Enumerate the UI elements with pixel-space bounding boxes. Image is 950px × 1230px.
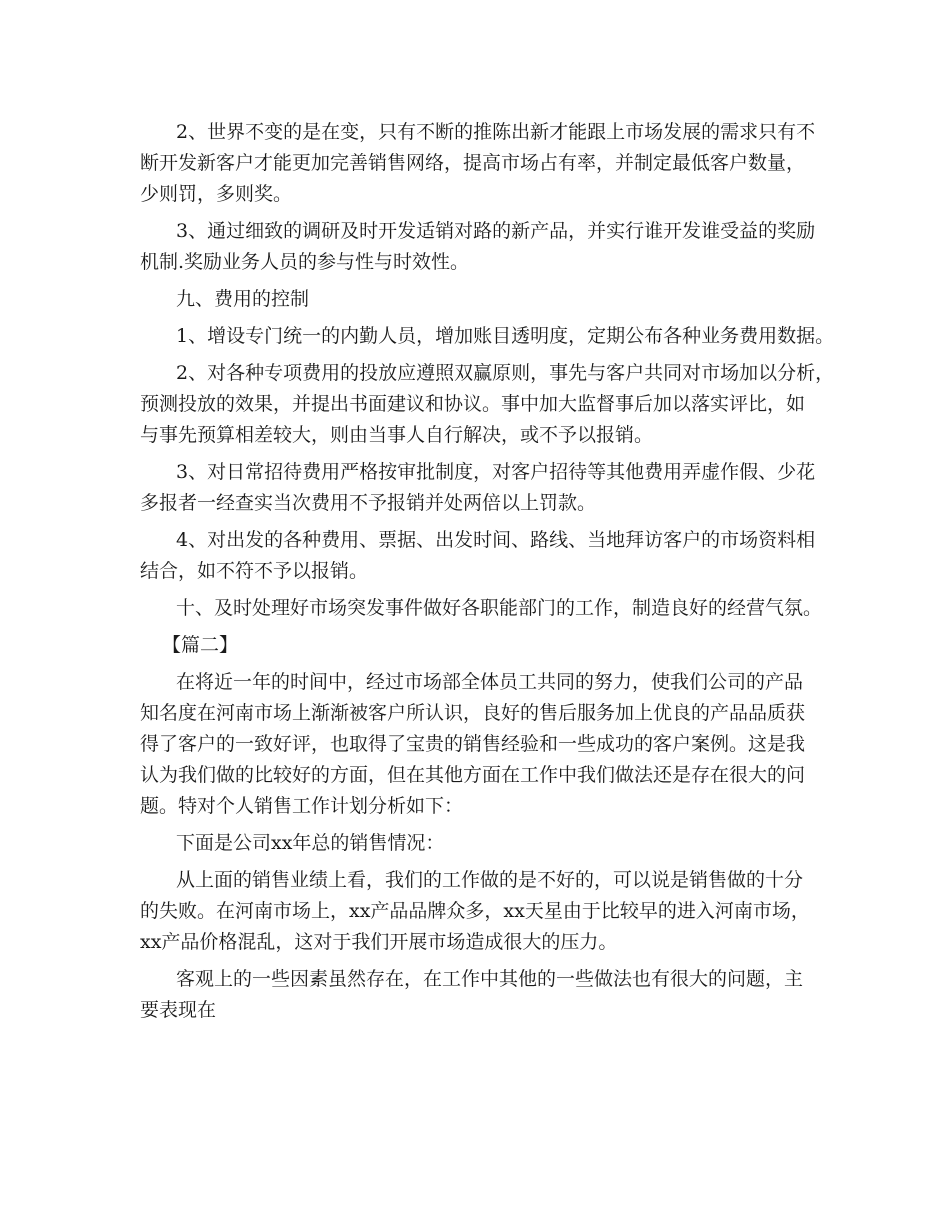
paragraph-cost-item-4 [140, 525, 830, 587]
text-line: 知名度在河南市场上渐渐被客户所认识，良好的售后服务加上优良的产品品质获 [140, 702, 806, 724]
text-line: 2、对各种专项费用的投放应遵照双赢原则，事先与客户共同对市场加以分析， [176, 362, 835, 384]
text-line: 结合，如不符不予以报销。 [140, 560, 369, 582]
paragraph-cost-item-2 [140, 358, 835, 451]
section-heading-emergencies [140, 593, 830, 624]
paragraph-cost-item-3 [140, 457, 830, 519]
text-line: 认为我们做的比较好的方面，但在其他方面在工作中我们做法还是存在很大的问 [140, 764, 806, 786]
paragraph-annual-summary [140, 667, 830, 822]
paragraph-problems [140, 964, 830, 1026]
text-line: 2、世界不变的是在变，只有不断的推陈出新才能跟上市场发展的需求只有不 [176, 121, 816, 143]
text-line: 得了客户的一致好评，也取得了宝贵的销售经验和一些成功的客户案例。这是我 [140, 733, 806, 755]
paragraph-market-expansion [140, 117, 830, 210]
text-line: xx产品价格混乱，这对于我们开展市场造成很大的压力。 [140, 931, 618, 953]
text-line: 题。特对个人销售工作计划分析如下： [140, 795, 464, 817]
paragraph-cost-item-1 [140, 321, 835, 352]
text-line: 4、对出发的各种费用、票据、出发时间、路线、当地拜访客户的市场资料相 [176, 529, 816, 551]
text-line: 客观上的一些因素虽然存在，在工作中其他的一些做法也有很大的问题，主 [176, 968, 804, 990]
text-line: 的失败。在河南市场上，xx产品品牌众多，xx天星由于比较早的进入河南市场， [140, 900, 810, 922]
text-line: 与事先预算相差较大，则由当事人自行解决，或不予以报销。 [140, 424, 654, 446]
text-line: 要表现在 [140, 999, 217, 1021]
text-line: 预测投放的效果，并提出书面建议和协议。事中加大监督事后加以落实评比，如 [140, 393, 806, 415]
section-heading: 十、及时处理好市场突发事件做好各职能部门的工作，制造良好的经营气氛。 [176, 597, 823, 619]
paragraph-sales-overview [140, 828, 830, 859]
text-line: 少则罚，多则奖。 [140, 183, 293, 205]
text-line: 3、对日常招待费用严格按审批制度，对客户招待等其他费用弄虚作假、少花 [176, 461, 816, 483]
text-line: 在将近一年的时间中，经过市场部全体员工共同的努力，使我们公司的产品 [176, 671, 804, 693]
document-body [140, 117, 835, 1032]
paragraph-new-products [140, 216, 830, 278]
text-line: 从上面的销售业绩上看，我们的工作做的是不好的，可以说是销售做的十分 [176, 869, 804, 891]
section-heading: 九、费用的控制 [176, 288, 310, 310]
section-heading-cost-control [140, 284, 830, 315]
section-title: 【篇二】 [162, 634, 239, 656]
text-line: 断开发新客户才能更加完善销售网络，提高市场占有率，并制定最低客户数量， [140, 152, 806, 174]
paragraph-sales-performance [140, 865, 830, 958]
text-line: 机制.奖励业务人员的参与性与时效性。 [140, 251, 470, 273]
text-line: 3、通过细致的调研及时开发适销对路的新产品，并实行谁开发谁受益的奖励 [176, 220, 816, 242]
text-line: 下面是公司xx年总的销售情况： [176, 832, 445, 854]
section-tag-part-two [140, 630, 830, 661]
text-line: 1、增设专门统一的内勤人员，增加账目透明度，定期公布各种业务费用数据。 [176, 325, 835, 347]
text-line: 多报者一经查实当次费用不予报销并处两倍以上罚款。 [140, 492, 597, 514]
